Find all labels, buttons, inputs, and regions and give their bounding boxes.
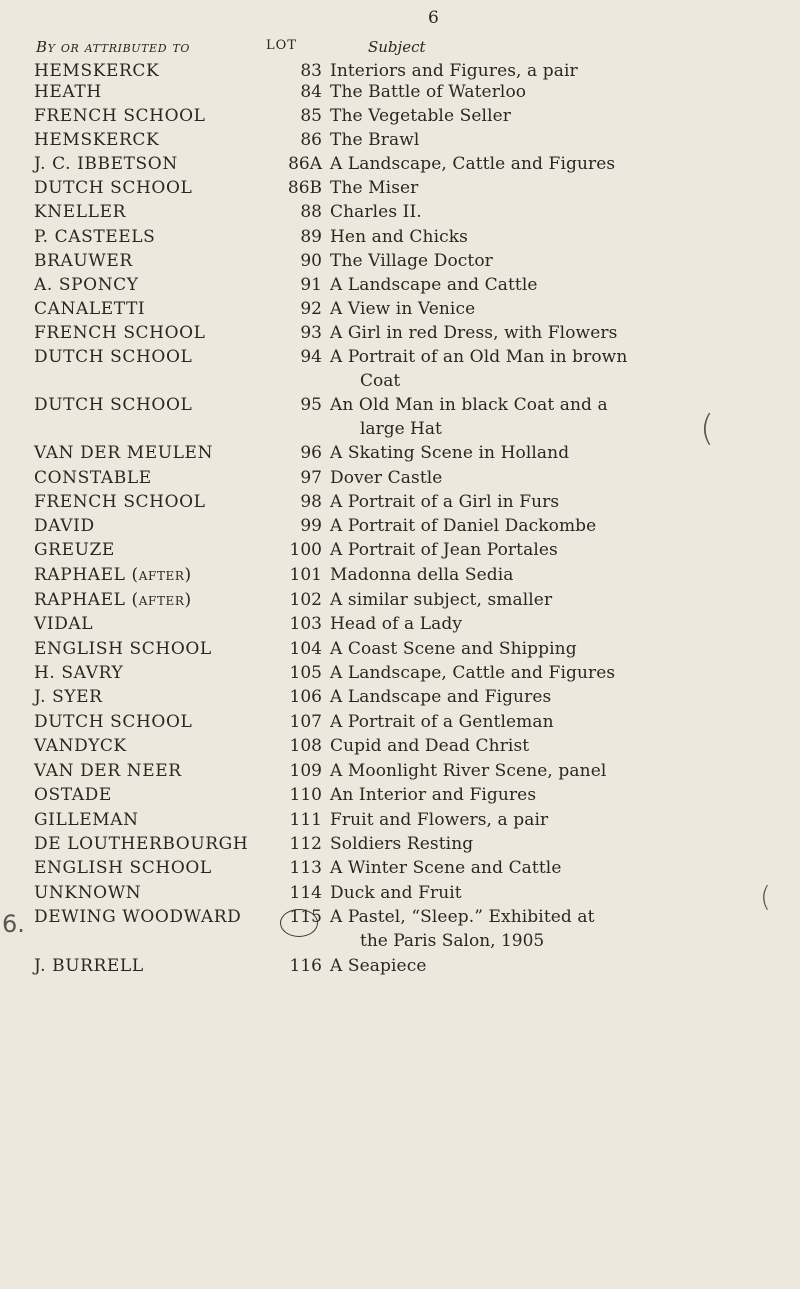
lot-number: 97 xyxy=(300,468,322,488)
subject-continuation: Coat xyxy=(360,371,401,391)
subject-title: An Interior and Figures xyxy=(330,785,537,805)
subject-title: A Portrait of a Girl in Furs xyxy=(330,492,560,512)
subject-continuation: large Hat xyxy=(360,419,442,439)
lot-number: 105 xyxy=(289,663,322,683)
table-row xyxy=(0,201,800,225)
artist-name: GILLEMAN xyxy=(34,810,139,830)
lot-number: 103 xyxy=(289,614,322,634)
artist-name: DAVID xyxy=(34,516,95,536)
subject-title: Duck and Fruit xyxy=(330,883,462,903)
table-row xyxy=(0,153,800,177)
subject-title: A similar subject, smaller xyxy=(330,590,553,610)
lot-number: 107 xyxy=(289,712,322,732)
table-row xyxy=(0,515,800,539)
subject-title: A Landscape and Cattle xyxy=(330,275,538,295)
table-row xyxy=(0,735,800,759)
lot-number: 113 xyxy=(289,858,322,878)
subject-title: Interiors and Figures, a pair xyxy=(330,61,578,81)
table-row xyxy=(0,250,800,274)
artist-column-header: By or attributed to xyxy=(36,38,191,56)
artist-name: HEMSKERCK xyxy=(34,130,160,150)
artist-name: VAN DER MEULEN xyxy=(34,443,214,463)
subject-title: The Miser xyxy=(330,178,419,198)
subject-continuation-row xyxy=(0,418,800,442)
subject-title: A Moonlight River Scene, panel xyxy=(330,761,607,781)
table-row xyxy=(0,882,800,906)
artist-name: CONSTABLE xyxy=(34,468,152,488)
artist-name: J. SYER xyxy=(34,687,103,707)
lot-number: 112 xyxy=(289,834,322,854)
table-row xyxy=(0,467,800,491)
table-row xyxy=(0,760,800,784)
artist-name: UNKNOWN xyxy=(34,883,142,903)
subject-title: Dover Castle xyxy=(330,468,443,488)
table-row xyxy=(0,833,800,857)
artist-name: DUTCH SCHOOL xyxy=(34,347,193,367)
artist-name: OSTADE xyxy=(34,785,112,805)
table-row xyxy=(0,322,800,346)
table-row xyxy=(0,298,800,322)
subject-title: A Winter Scene and Cattle xyxy=(330,858,562,878)
artist-name: HEMSKERCK xyxy=(34,61,160,81)
table-row xyxy=(0,274,800,298)
subject-title: A Landscape and Figures xyxy=(330,687,552,707)
lot-number: 106 xyxy=(289,687,322,707)
margin-bracket-mark: ( xyxy=(700,408,715,449)
table-row xyxy=(0,857,800,881)
table-row xyxy=(0,177,800,201)
subject-title: Head of a Lady xyxy=(330,614,463,634)
subject-continuation-row xyxy=(0,370,800,394)
subject-title: The Vegetable Seller xyxy=(330,106,511,126)
subject-title: The Brawl xyxy=(330,130,420,150)
lot-number: 110 xyxy=(289,785,322,805)
table-row xyxy=(0,809,800,833)
artist-name: ENGLISH SCHOOL xyxy=(34,858,212,878)
subject-continuation-row xyxy=(0,930,800,954)
artist-name: P. CASTEELS xyxy=(34,227,156,247)
artist-name: DUTCH SCHOOL xyxy=(34,712,193,732)
artist-name: HEATH xyxy=(34,82,102,102)
subject-title: A Seapiece xyxy=(330,956,427,976)
table-row xyxy=(0,442,800,466)
artist-name: RAPHAEL (after) xyxy=(34,565,192,585)
lot-number: 90 xyxy=(300,251,322,271)
artist-name: A. SPONCY xyxy=(34,275,139,295)
lot-number: 85 xyxy=(300,106,322,126)
subject-title: A Landscape, Cattle and Figures xyxy=(330,663,616,683)
margin-annotation: 6. xyxy=(2,910,25,938)
lot-number: 99 xyxy=(300,516,322,536)
subject-title: An Old Man in black Coat and a xyxy=(330,395,608,415)
subject-title: A Girl in red Dress, with Flowers xyxy=(330,323,618,343)
subject-title: Fruit and Flowers, a pair xyxy=(330,810,549,830)
table-row xyxy=(0,662,800,686)
artist-name: VANDYCK xyxy=(34,736,127,756)
artist-name: DEWING WOODWARD xyxy=(34,907,242,927)
table-row xyxy=(0,589,800,613)
artist-name: FRENCH SCHOOL xyxy=(34,323,206,343)
subject-title: Hen and Chicks xyxy=(330,227,468,247)
table-row xyxy=(0,394,800,418)
lot-number: 108 xyxy=(289,736,322,756)
table-row xyxy=(0,81,800,105)
artist-name: H. SAVRY xyxy=(34,663,124,683)
lot-number: 95 xyxy=(300,395,322,415)
artist-name: KNELLER xyxy=(34,202,126,222)
subject-title: A Portrait of Jean Portales xyxy=(330,540,558,560)
artist-name: J. C. IBBETSON xyxy=(34,154,178,174)
subject-title: Madonna della Sedia xyxy=(330,565,514,585)
table-row xyxy=(0,226,800,250)
subject-title: A Coast Scene and Shipping xyxy=(330,639,577,659)
subject-title: The Battle of Waterloo xyxy=(330,82,527,102)
artist-name: GREUZE xyxy=(34,540,115,560)
subject-title: Charles II. xyxy=(330,202,422,222)
lot-circle-annotation xyxy=(280,909,318,937)
subject-column-header: Subject xyxy=(368,38,426,56)
artist-name: DE LOUTHERBOURGH xyxy=(34,834,249,854)
lot-number: 104 xyxy=(289,639,322,659)
artist-name: RAPHAEL (after) xyxy=(34,590,192,610)
lot-number: 86B xyxy=(287,178,322,198)
lot-number: 101 xyxy=(289,565,322,585)
subject-title: A Portrait of a Gentleman xyxy=(330,712,554,732)
table-row xyxy=(0,539,800,563)
lot-number: 111 xyxy=(289,810,322,830)
subject-title: Soldiers Resting xyxy=(330,834,474,854)
lot-number: 116 xyxy=(289,956,322,976)
artist-name: BRAUWER xyxy=(34,251,133,271)
subject-title: A Skating Scene in Holland xyxy=(330,443,570,463)
table-row xyxy=(0,105,800,129)
lot-number: 92 xyxy=(300,299,322,319)
lot-number: 114 xyxy=(289,883,322,903)
subject-title: A Pastel, “Sleep.” Exhibited at xyxy=(330,907,595,927)
artist-name: FRENCH SCHOOL xyxy=(34,106,206,126)
artist-name: DUTCH SCHOOL xyxy=(34,395,193,415)
page-number: 6 xyxy=(428,8,439,28)
table-row xyxy=(0,613,800,637)
subject-title: A Portrait of an Old Man in brown xyxy=(330,347,628,367)
artist-name: DUTCH SCHOOL xyxy=(34,178,193,198)
subject-title: The Village Doctor xyxy=(330,251,493,271)
lot-number: 84 xyxy=(300,82,322,102)
table-row xyxy=(0,564,800,588)
artist-name: J. BURRELL xyxy=(34,956,144,976)
lot-number: 86A xyxy=(288,154,322,174)
table-row xyxy=(0,129,800,153)
table-row xyxy=(0,346,800,370)
artist-name: FRENCH SCHOOL xyxy=(34,492,206,512)
lot-number: 115 xyxy=(289,907,322,927)
artist-name: VAN DER NEER xyxy=(34,761,182,781)
subject-title: A View in Venice xyxy=(330,299,476,319)
table-row xyxy=(0,638,800,662)
lot-number: 102 xyxy=(289,590,322,610)
table-row xyxy=(0,906,800,930)
lot-number: 93 xyxy=(300,323,322,343)
artist-name: CANALETTI xyxy=(34,299,146,319)
lot-number: 89 xyxy=(300,227,322,247)
lot-number: 83 xyxy=(300,61,322,81)
table-row xyxy=(0,711,800,735)
table-row xyxy=(0,686,800,710)
subject-title: A Portrait of Daniel Dackombe xyxy=(330,516,597,536)
subject-continuation: the Paris Salon, 1905 xyxy=(360,931,545,951)
subject-title: A Landscape, Cattle and Figures xyxy=(330,154,616,174)
table-row xyxy=(0,491,800,515)
lot-number: 109 xyxy=(289,761,322,781)
table-row xyxy=(0,784,800,808)
artist-name: ENGLISH SCHOOL xyxy=(34,639,212,659)
lot-number: 91 xyxy=(300,275,322,295)
lot-number: 86 xyxy=(300,130,322,150)
lot-number: 100 xyxy=(289,540,322,560)
margin-bracket-mark: ( xyxy=(760,880,771,913)
table-row xyxy=(0,955,800,979)
subject-title: Cupid and Dead Christ xyxy=(330,736,530,756)
lot-number: 94 xyxy=(300,347,322,367)
lot-column-header: LOT xyxy=(266,38,297,53)
lot-number: 96 xyxy=(300,443,322,463)
artist-name: VIDAL xyxy=(34,614,94,634)
lot-number: 98 xyxy=(300,492,322,512)
lot-number: 88 xyxy=(300,202,322,222)
